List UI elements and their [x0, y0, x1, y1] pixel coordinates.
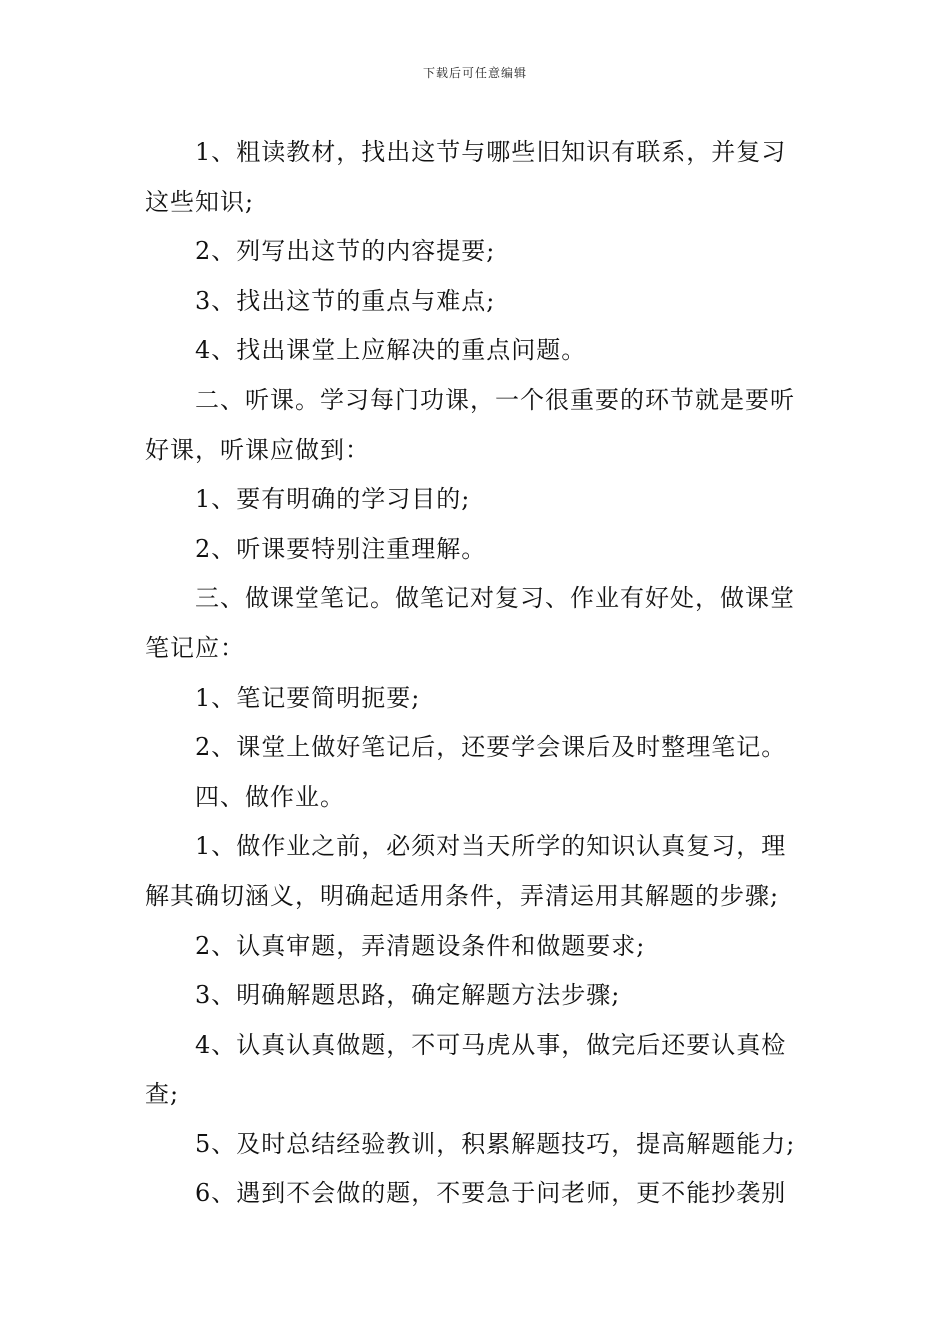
paragraph: 二、听课。学习每门功课，一个很重要的环节就是要听好课，听课应做到：	[145, 385, 795, 464]
paragraph: 2、听课要特别注重理解。	[195, 534, 487, 563]
paragraph: 4、找出课堂上应解决的重点问题。	[195, 336, 587, 365]
paragraph: 5、及时总结经验教训，积累解题技巧，提高解题能力;	[195, 1129, 796, 1158]
paragraph: 1、做作业之前，必须对当天所学的知识认真复习，理解其确切涵义，明确起适用条件，弄清运用其解题的步骤;	[145, 832, 787, 910]
paragraph: 四、做作业。	[195, 782, 345, 811]
paragraph: 三、做课堂笔记。做笔记对复习、作业有好处，做课堂笔记应：	[145, 584, 795, 662]
paragraph: 1、笔记要简明扼要;	[195, 683, 421, 712]
paragraph: 2、认真审题，弄清题设条件和做题要求;	[195, 931, 646, 960]
paragraph: 4、认真认真做题，不可马虎从事，做完后还要认真检查;	[145, 1030, 787, 1109]
paragraph: 1、粗读教材，找出这节与哪些旧知识有联系，并复习这些知识;	[145, 138, 787, 216]
document-body	[145, 128, 810, 1219]
paragraph: 1、要有明确的学习目的;	[195, 485, 471, 514]
paragraph: 2、列写出这节的内容提要;	[195, 237, 496, 266]
paragraph: 3、找出这节的重点与难点;	[195, 286, 496, 315]
paragraph: 2、课堂上做好笔记后，还要学会课后及时整理笔记。	[195, 733, 787, 762]
paragraph: 6、遇到不会做的题，不要急于问老师，更不能抄袭别	[195, 1179, 787, 1208]
page-header: 下载后可任意编辑	[422, 66, 527, 80]
paragraph: 3、明确解题思路，确定解题方法步骤;	[195, 981, 621, 1010]
